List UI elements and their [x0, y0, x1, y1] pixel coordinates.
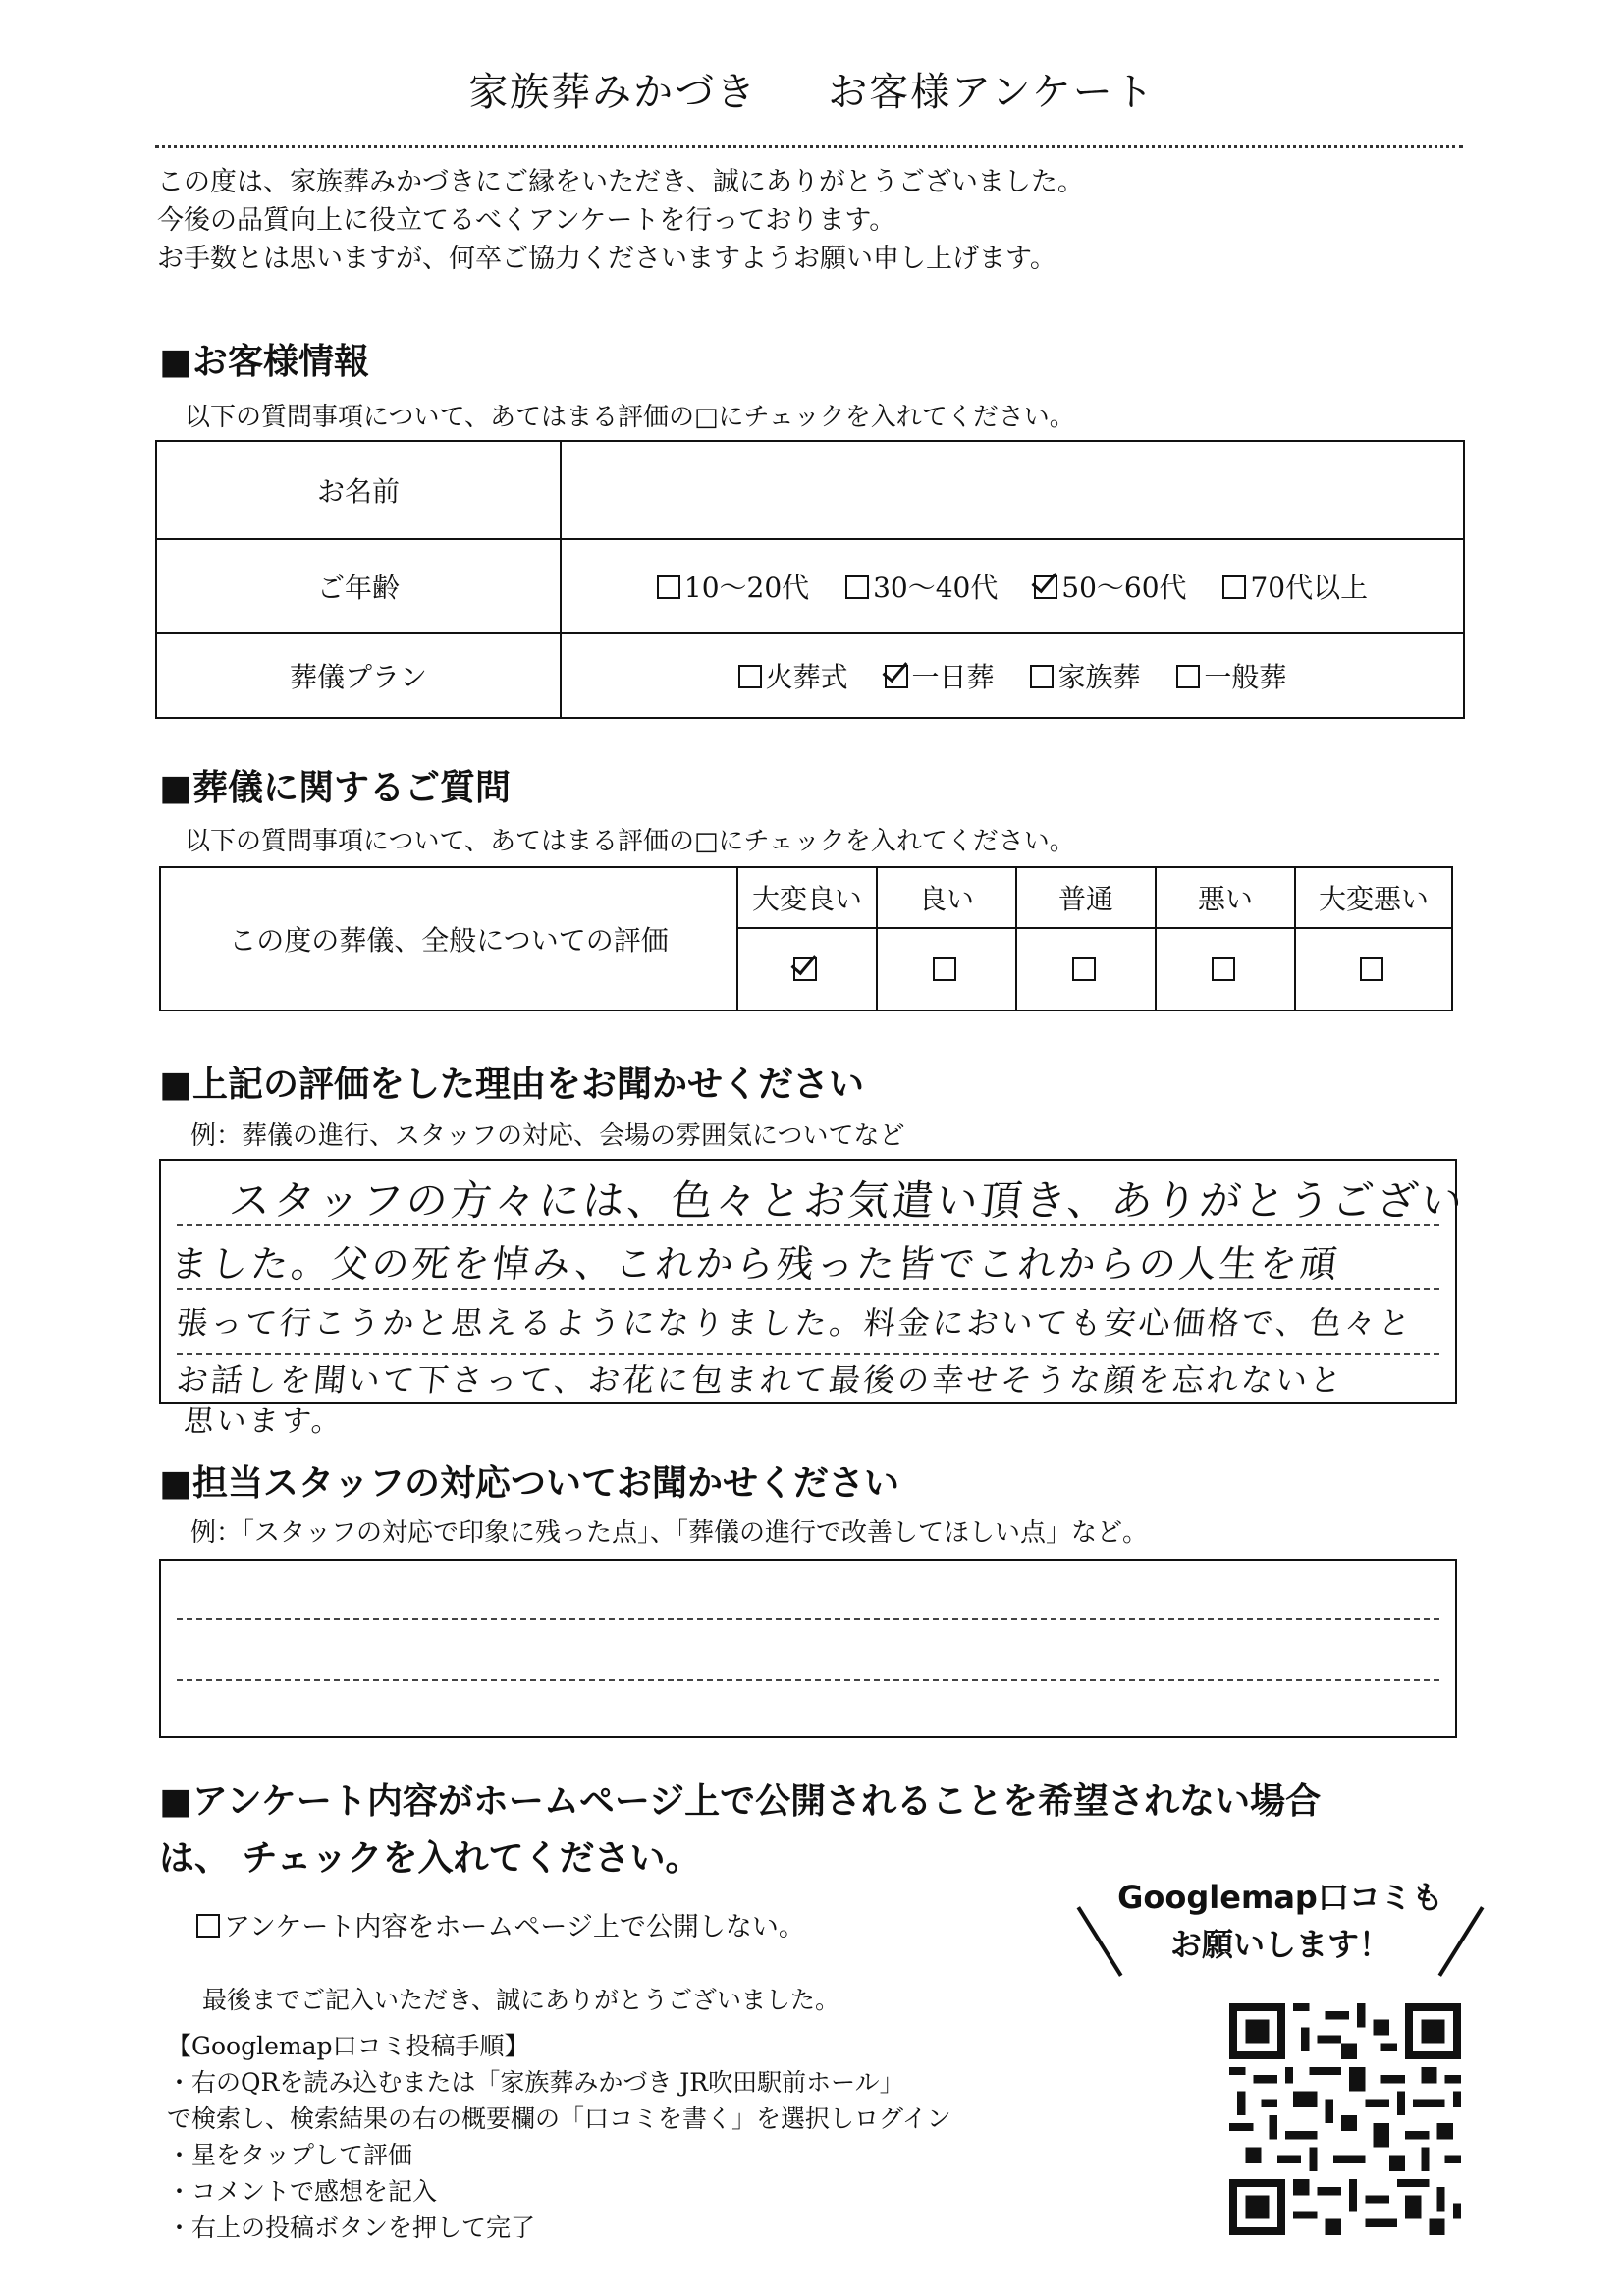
staff-heading: ■担当スタッフの対応ついてお聞かせください	[159, 1463, 900, 1503]
googlemap-callout	[1084, 1874, 1477, 1968]
checkbox[interactable]	[1176, 665, 1200, 688]
checkbox[interactable]	[845, 575, 869, 599]
callout-line2: お願いします！	[1169, 1926, 1390, 1963]
qr-code[interactable]	[1229, 2003, 1461, 2235]
option-label: 一般葬	[1204, 661, 1287, 693]
rating-table	[159, 866, 1453, 1011]
option-label: 火葬式	[765, 661, 848, 693]
checkbox[interactable]	[1212, 957, 1235, 981]
plan-label: 葬儀プラン	[156, 633, 561, 718]
age-option-30-40[interactable]	[845, 572, 998, 604]
rating-header-normal: 普通	[1016, 867, 1156, 928]
rating-header-good: 良い	[877, 867, 1016, 928]
customer-info-table	[155, 440, 1465, 719]
checkbox[interactable]	[738, 665, 762, 688]
option-label: 70代以上	[1250, 572, 1369, 604]
step-line: ・右上の投稿ボタンを押して完了	[167, 2214, 536, 2242]
age-option-50-60[interactable]	[1034, 572, 1186, 604]
option-label: 50～60代	[1061, 572, 1187, 604]
plan-option-general[interactable]	[1176, 661, 1286, 693]
rating-header-bad: 悪い	[1156, 867, 1295, 928]
step-line: ・コメントで感想を記入	[167, 2177, 438, 2206]
handwritten-line: スタッフの方々には、色々とお気遣い頂き、ありがとうござい	[227, 1176, 1468, 1225]
checkbox-checked[interactable]	[1034, 575, 1057, 599]
age-label: ご年齢	[156, 539, 561, 633]
option-label: 10～20代	[683, 572, 810, 604]
customer-info-heading: ■お客様情報	[159, 342, 370, 382]
checkbox-checked[interactable]	[885, 665, 908, 688]
plan-option-family[interactable]	[1030, 661, 1140, 693]
intro-line: 今後の品質向上に役立てるべくアンケートを行っております。	[157, 205, 896, 236]
checkbox-checked[interactable]	[793, 957, 817, 981]
checkbox[interactable]	[1030, 665, 1054, 688]
plan-option-one-day[interactable]	[885, 661, 995, 693]
handwritten-line: お話しを聞いて下さって、お花に包まれて最後の幸せそうな顔を忘れないと	[174, 1361, 1347, 1398]
rating-bad[interactable]	[1156, 928, 1295, 1011]
handwritten-line: 張って行こうかと思えるようになりました。料金においても安心価格で、色々と	[174, 1304, 1416, 1341]
name-field[interactable]	[561, 441, 1464, 539]
funeral-questions-heading: ■葬儀に関するご質問	[159, 768, 512, 808]
intro-text	[157, 163, 1084, 278]
closing-thanks: 最後までご記入いただき、誠にありがとうございました。	[202, 1986, 840, 2014]
survey-title: お客様アンケート	[828, 70, 1156, 115]
reason-heading: ■上記の評価をした理由をお聞かせください	[159, 1065, 865, 1105]
staff-answer-box[interactable]	[159, 1559, 1457, 1738]
writing-line	[177, 1618, 1439, 1620]
checkbox[interactable]	[1222, 575, 1246, 599]
plan-option-cremation[interactable]	[738, 661, 848, 693]
checkbox[interactable]	[1072, 957, 1096, 981]
checkbox[interactable]	[657, 575, 680, 599]
option-label: 家族葬	[1057, 661, 1141, 693]
intro-line: お手数とは思いますが、何卒ご協力くださいますようお願い申し上げます。	[157, 244, 1056, 274]
handwritten-line: ました。父の死を悼み、これから残った皆でこれからの人生を頑	[168, 1242, 1343, 1285]
checkbox[interactable]	[1360, 957, 1383, 981]
publish-heading-line2: は、 チェックを入れてください。	[159, 1838, 701, 1879]
step-line: ・右のQRを読み込むまたは「家族葬みかづき JR吹田駅前ホール」	[167, 2068, 904, 2097]
rating-good[interactable]	[877, 928, 1016, 1011]
rating-question: この度の葬儀、全般についての評価	[160, 867, 737, 1011]
checkbox[interactable]	[196, 1914, 220, 1938]
writing-line	[177, 1288, 1439, 1290]
age-option-70plus[interactable]	[1222, 572, 1368, 604]
brand-name: 家族葬みかづき	[468, 70, 758, 115]
rating-very-good[interactable]	[737, 928, 877, 1011]
document-title	[0, 61, 1624, 117]
name-label: お名前	[156, 441, 561, 539]
publish-heading-line1: ■アンケート内容がホームページ上で公開されることを希望されない場合	[159, 1781, 1322, 1822]
closing-section	[167, 1982, 951, 2246]
callout-line1: Googlemap口コミも	[1117, 1879, 1443, 1916]
rating-very-bad[interactable]	[1295, 928, 1452, 1011]
reason-example: 例：葬儀の進行、スタッフの対応、会場の雰囲気についてなど	[190, 1121, 905, 1151]
customer-info-instruction: 以下の質問事項について、あてはまる評価の□にチェックを入れてください。	[185, 403, 1075, 432]
rating-normal[interactable]	[1016, 928, 1156, 1011]
step-line: で検索し、検索結果の右の概要欄の「口コミを書く」を選択しログイン	[167, 2105, 951, 2133]
step-line: ・星をタップして評価	[167, 2141, 413, 2169]
plan-options	[561, 633, 1464, 718]
handwritten-line: 思います。	[182, 1404, 347, 1439]
writing-line	[177, 1679, 1439, 1681]
reason-answer-box[interactable]	[159, 1159, 1468, 1439]
option-label: 一日葬	[911, 661, 995, 693]
option-label: 30～40代	[873, 572, 999, 604]
staff-example: 例：「スタッフの対応で印象に残った点」、「葬儀の進行で改善してほしい点」など。	[190, 1518, 1149, 1548]
title-divider	[155, 145, 1463, 148]
rating-header-very-bad: 大変悪い	[1295, 867, 1452, 928]
checkbox[interactable]	[933, 957, 956, 981]
publish-opt-out-option[interactable]	[196, 1905, 805, 1943]
age-option-10-20[interactable]	[657, 572, 809, 604]
funeral-questions-instruction: 以下の質問事項について、あてはまる評価の□にチェックを入れてください。	[185, 827, 1075, 856]
intro-line: この度は、家族葬みかづきにご縁をいただき、誠にありがとうございました。	[157, 167, 1084, 197]
rating-header-very-good: 大変良い	[737, 867, 877, 928]
publish-option-label: アンケート内容をホームページ上で公開しない。	[224, 1912, 805, 1942]
age-options	[561, 539, 1464, 633]
steps-title: 【Googlemap口コミ投稿手順】	[167, 2032, 529, 2060]
